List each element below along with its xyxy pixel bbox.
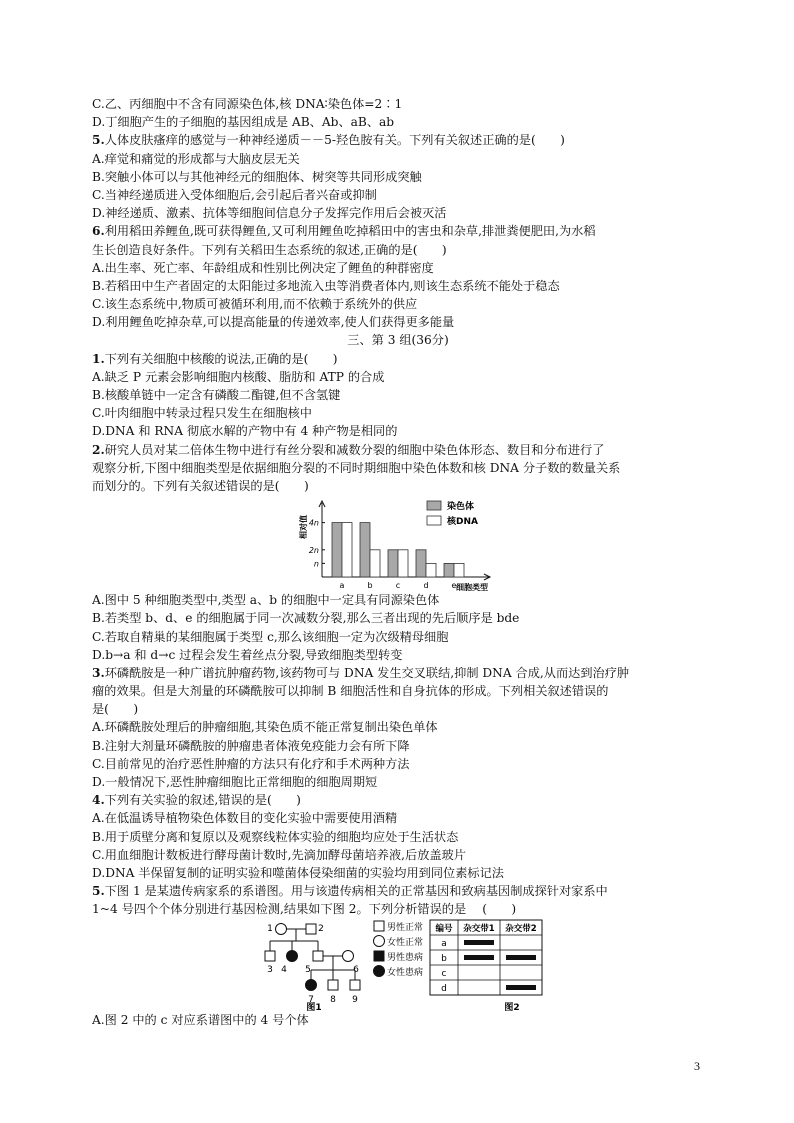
line-text: A.在低温诱导植物染色体数目的变化实验中需要使用酒精 (92, 811, 398, 826)
text-line (92, 900, 704, 918)
male-normal-symbol (306, 924, 316, 934)
x-tick-label: a (339, 581, 345, 591)
question-number: 6. (92, 224, 105, 239)
line-text: 下列有关细胞中核酸的说法,正确的是( ) (104, 351, 338, 366)
bar-dna (398, 550, 408, 577)
question-number: 5. (92, 133, 105, 148)
line-text: C.乙、丙细胞中不含有同源染色体,核 DNA∶染色体=2∶1 (92, 97, 403, 111)
text-line (92, 422, 704, 440)
legend-male-normal (374, 921, 384, 931)
line-text: B.注射大剂量环磷酰胺的肿瘤患者体液免疫能力会有所下降 (92, 738, 410, 753)
text-line (92, 718, 704, 736)
text-line (92, 150, 704, 168)
male-normal-symbol (328, 980, 338, 990)
text-line (92, 591, 704, 609)
text-line (92, 700, 704, 718)
line-text: 1~4 号四个个体分别进行基因检测,结果如下图 2。下列分析错误的是 ( ) (92, 902, 517, 917)
question-number: 4. (92, 793, 105, 808)
text-line (92, 113, 704, 131)
question-block-group3-start (92, 350, 704, 496)
hybridization-band (464, 955, 494, 960)
line-text: D.丁细胞产生的子细胞的基因组成是 AB、Ab、aB、ab (92, 115, 395, 130)
question-number: 5. (92, 884, 105, 899)
line-text: 利用稻田养鲤鱼,既可获得鲤鱼,又可利用鲤鱼吃掉稻田中的害虫和杂草,排泄粪便肥田,为水稻 (104, 224, 596, 239)
female-normal-symbol (343, 950, 354, 961)
text-line (92, 682, 704, 700)
question-block-group3-end (92, 1011, 704, 1029)
pedigree-legend-label: 男性正常 (387, 922, 424, 933)
text-line (92, 386, 704, 404)
table-row-label: b (441, 953, 447, 964)
text-line (92, 95, 704, 113)
text-line (92, 295, 704, 313)
male-normal-symbol (350, 980, 360, 990)
y-tick-label: n (313, 559, 319, 569)
x-tick-label: c (395, 581, 401, 591)
pedigree-number: 4 (281, 964, 287, 975)
pedigree-legend-label: 女性正常 (387, 937, 424, 948)
table-row-label: c (441, 968, 447, 979)
line-text: 观察分析,下图中细胞类型是依据细胞分裂的不同时期细胞中染色体数和核 DNA 分子数的数量关系 (92, 460, 621, 475)
line-text: D.DNA 和 RNA 彻底水解的产物中有 4 种产物是相同的 (92, 424, 398, 439)
text-line (92, 477, 704, 495)
table-header: 编号 (435, 923, 453, 934)
y-tick-label: 2n (308, 545, 319, 555)
text-line (92, 131, 704, 149)
line-text: 研究人员对某二倍体生物中进行有丝分裂和减数分裂的细胞中染色体形态、数目和分布进行了 (104, 442, 605, 457)
page-number: 3 (694, 1059, 700, 1073)
line-text: C.若取自精巢的某细胞属于类型 c,那么该细胞一定为次级精母细胞 (92, 629, 449, 644)
y-axis-label: 相对值 (299, 515, 308, 540)
question-number: 2. (92, 442, 105, 457)
x-tick-label: e (451, 581, 457, 591)
text-line (92, 828, 704, 846)
legend-swatch (427, 516, 441, 525)
line-text: C.目前常见的治疗恶性肿瘤的方法只有化疗和手术两种方法 (92, 756, 410, 771)
text-line (92, 168, 704, 186)
pedigree-legend-label: 男性患病 (387, 952, 424, 963)
question-number: 1. (92, 351, 105, 366)
table-row-label: a (441, 938, 447, 949)
legend-female-normal (374, 935, 385, 946)
legend-label: 染色体 (447, 502, 475, 513)
legend-swatch (427, 501, 441, 510)
text-line (92, 186, 704, 204)
question-block-group2-end (92, 95, 704, 331)
female-affected-symbol (287, 950, 298, 961)
question-block-group3-middle (92, 591, 704, 918)
bar-dna (370, 550, 380, 577)
figure-caption: 图1 (306, 1002, 322, 1011)
x-axis-label: 细胞类型 (456, 583, 488, 592)
pedigree-number: 9 (352, 994, 358, 1005)
bar-chromosome (332, 523, 342, 577)
table-header: 杂交带1 (463, 923, 495, 934)
figure-caption: 图2 (504, 1002, 520, 1011)
pedigree-number: 8 (330, 994, 336, 1005)
line-text: A.图 2 中的 c 对应系谱图中的 4 号个体 (92, 1012, 309, 1027)
text-line (92, 277, 704, 295)
hybridization-band (506, 985, 536, 990)
text-line (92, 791, 704, 809)
question-number: 3. (92, 665, 105, 680)
text-line (92, 882, 704, 900)
line-text: A.出生率、死亡率、年龄组成和性别比例决定了鲤鱼的种群密度 (92, 260, 434, 275)
line-text: 生长创造良好条件。下列有关稻田生态系统的叙述,正确的是( ) (92, 242, 447, 257)
bar-dna (454, 564, 464, 578)
table-header: 杂交带2 (505, 923, 537, 934)
line-text: D.b→a 和 d→c 过程会发生着丝点分裂,导致细胞类型转变 (92, 647, 403, 662)
line-text: 而划分的。下列有关叙述错误的是( ) (92, 478, 309, 493)
text-line (92, 404, 704, 422)
text-line (92, 222, 704, 240)
text-line (92, 628, 704, 646)
text-line (92, 204, 704, 222)
text-line (92, 1011, 704, 1029)
text-line (92, 737, 704, 755)
pedigree-figure (92, 919, 704, 1011)
bar-chart (92, 495, 704, 591)
male-normal-symbol (313, 951, 323, 961)
pedigree-legend-label: 女性患病 (387, 967, 424, 978)
section-title: 三、第 3 组(36分) (347, 333, 449, 348)
x-tick-label: b (367, 581, 373, 591)
pedigree-number: 6 (353, 964, 359, 975)
text-line (92, 646, 704, 664)
line-text: D.一般情况下,恶性肿瘤细胞比正常细胞的细胞周期短 (92, 775, 378, 789)
text-line (92, 441, 704, 459)
bar-dna (342, 523, 352, 577)
female-normal-symbol (276, 923, 287, 934)
bar-chromosome (444, 564, 454, 578)
female-affected-symbol (306, 979, 317, 990)
line-text: D.DNA 半保留复制的证明实验和噬菌体侵染细菌的实验均用到同位素标记法 (92, 865, 504, 880)
text-line (92, 864, 704, 882)
text-line (92, 773, 704, 791)
pedigree-number: 3 (267, 964, 273, 975)
line-text: B.突触小体可以与其他神经元的细胞体、树突等共同形成突触 (92, 169, 422, 184)
text-line (92, 313, 704, 331)
text-line (92, 846, 704, 864)
line-text: 下列有关实验的叙述,错误的是( ) (104, 793, 301, 808)
pedigree-chart (92, 919, 704, 1011)
text-line (92, 350, 704, 368)
line-text: 是( ) (92, 702, 139, 717)
y-tick-label: 4n (308, 518, 319, 528)
text-line (92, 809, 704, 827)
line-text: C.该生态系统中,物质可被循环利用,而不依赖于系统外的供应 (92, 297, 418, 312)
bar-chromosome (416, 550, 426, 577)
pedigree-number: 2 (318, 923, 324, 934)
line-text: A.环磷酰胺处理后的肿瘤细胞,其染色质不能正常复制出染色单体 (92, 720, 438, 735)
line-text: A.缺乏 P 元素会影响细胞内核酸、脂肪和 ATP 的合成 (92, 369, 385, 384)
text-line (92, 755, 704, 773)
line-text: C.叶肉细胞中转录过程只发生在细胞核中 (92, 406, 312, 421)
legend-female-affected (374, 965, 385, 976)
bar-chart-figure (92, 495, 704, 591)
line-text: C.用血细胞计数板进行酵母菌计数时,先滴加酵母菌培养液,后放盖玻片 (92, 847, 466, 862)
line-text: C.当神经递质进入受体细胞后,会引起后者兴奋或抑制 (92, 187, 377, 202)
text-line (92, 664, 704, 682)
line-text: 人体皮肤瘙痒的感觉与一种神经递质－－5-羟色胺有关。下列有关叙述正确的是( ) (104, 133, 565, 148)
text-line (92, 609, 704, 627)
pedigree-number: 5 (305, 964, 311, 975)
text-line (92, 368, 704, 386)
pedigree-number: 1 (267, 923, 273, 934)
line-text: A.痒觉和痛觉的形成都与大脑皮层无关 (92, 151, 300, 166)
line-text: 瘤的效果。但是大剂量的环磷酰胺可以抑制 B 细胞活性和自身抗体的形成。下列相关叙述错误的 (92, 684, 609, 699)
line-text: 下图 1 是某遗传病家系的系谱图。用与该遗传病相关的正常基因和致病基因制成探针对家系中 (104, 884, 608, 899)
bar-chromosome (388, 550, 398, 577)
legend-male-affected (374, 951, 384, 961)
hybridization-band (506, 955, 536, 960)
line-text: B.若类型 b、d、e 的细胞属于同一次减数分裂,那么三者出现的先后顺序是 bde (92, 611, 520, 626)
line-text: B.核酸单链中一定含有磷酸二酯键,但不含氢键 (92, 388, 341, 402)
male-normal-symbol (265, 951, 275, 961)
line-text: B.用于质壁分离和复原以及观察线粒体实验的细胞均应处于生活状态 (92, 829, 459, 844)
bar-chromosome (360, 523, 370, 577)
legend-label: 核DNA (447, 517, 478, 528)
line-text: 环磷酰胺是一种广谱抗肿瘤药物,该药物可与 DNA 发生交叉联结,抑制 DNA 合成,从而达到治疗肿 (104, 665, 630, 680)
bar-dna (426, 564, 436, 578)
table-row-label: d (441, 983, 447, 994)
x-tick-label: d (423, 581, 429, 591)
line-text: D.神经递质、激素、抗体等细胞间信息分子发挥完作用后会被灭活 (92, 206, 447, 221)
text-line (92, 459, 704, 477)
text-line (92, 241, 704, 259)
line-text: A.图中 5 种细胞类型中,类型 a、b 的细胞中一定具有同源染色体 (92, 593, 440, 608)
page-content (92, 95, 704, 1029)
line-text: D.利用鲤鱼吃掉杂草,可以提高能量的传递效率,使人们获得更多能量 (92, 315, 455, 330)
pedigree-number: 7 (308, 994, 314, 1005)
hybridization-band (464, 940, 494, 945)
text-line (92, 259, 704, 277)
line-text: B.若稻田中生产者固定的太阳能过多地流入虫等消费者体内,则该生态系统不能处于稳态 (92, 278, 560, 293)
